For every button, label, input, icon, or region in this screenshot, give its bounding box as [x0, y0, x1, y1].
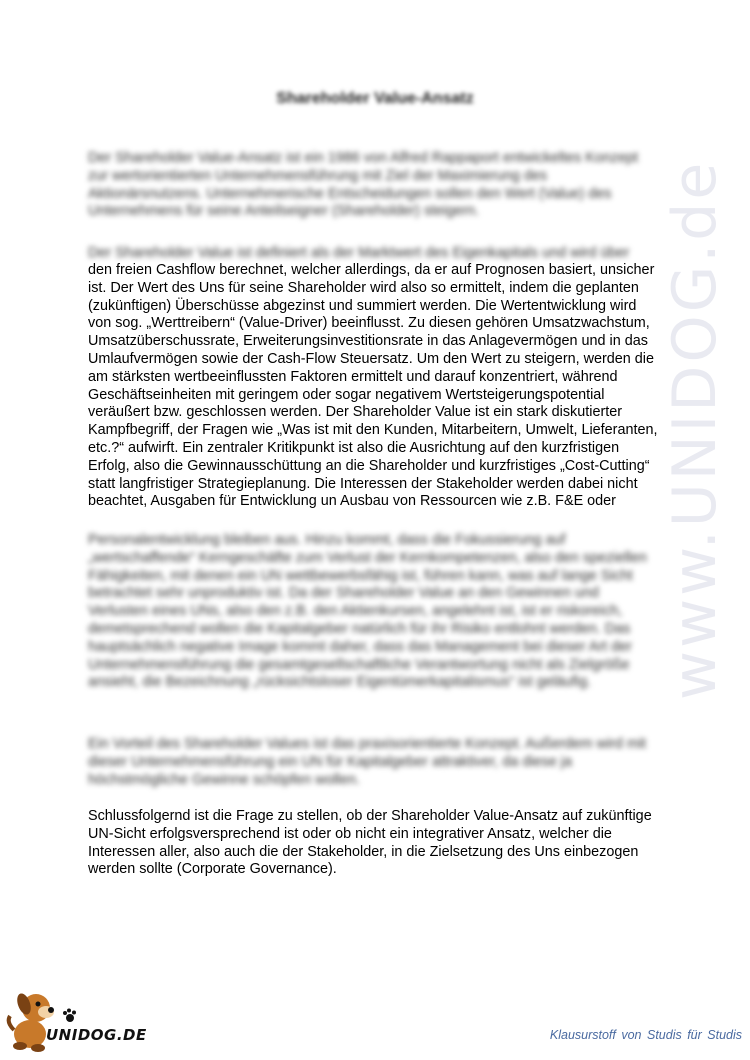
unidog-logo[interactable]: [2, 986, 182, 1058]
paw-icon: [62, 1008, 78, 1024]
paragraph-1-blurred: Der Shareholder Value-Ansatz ist ein 1986 von Alfred Rappaport entwickeltes Konzept zur wertorientierten Unternehmensführung mit Ziel der Maximierung des Aktionärsnutzens. Unternehmerische Entscheidungen sollen den Wert (Value) des Unternehmens für seine Anteilseigner (Shareholder) steigern.: [88, 150, 639, 220]
dog-mascot-icon: [2, 986, 62, 1056]
document-title: Shareholder Value-Ansatz: [276, 90, 474, 107]
paragraph-2-blurred-line: Der Shareholder Value ist definiert als der Marktwert des Eigenkapitals und wird über: [88, 245, 630, 261]
paragraph-3-blurred: Personalentwicklung bleiben aus. Hinzu kommt, dass die Fokussierung auf „wertschaffende“ Kerngeschäfte zum Verlust der Kernkompetenzen, also den speziellen Fähigkeiten, mit denen ein UN wettbewerbsfähig ist, führen kann, was auf lange Sicht betrachtet sehr unproduktiv ist. Da der Shareholder Value an den Gewinnen und Verlusten eines UNs, also den z.B. den Aktienkursen, angelehnt ist, ist er riskoreich, demetsprechend wollen die Kapitalgeber natürlich für ihr Risiko entlohnt werden. Das hauptsächlich negative Image kommt daher, dass das Management bei dieser Art der Unternehmensführung die gesamtgesellschaftliche Verantwortung nicht als Zielgröße ansieht, die Bezeichnung „rücksichtsloser Eigentümerkapitalismus“ ist geläufig.: [88, 532, 647, 691]
paragraph-2: den freien Cashflow berechnet, welcher allerdings, da er auf Prognosen basiert, unsicher ist. Der Wert des Uns für seine Shareholder wird also so ermittelt, indem die geplanten (zukünftigen) Überschüsse abgezinst und summiert werden. Die Wertentwicklung wird von sog. „Werttreibern“ (Value-Driver) beeinflusst. Zu diesen gehören Umsatzwachstum, Umsatzüberschussrate, Erweiterungsinvestitionsrate in das Anlagevermögen und in das Umlaufvermögen sowie der Cash-Flow Steuersatz. Um den Wert zu steigern, werden die am stärksten wertbeeinflussten Faktoren ermittelt und darauf konzentriert, während Geschäftseinheiten mit geringem oder sogar negativem Wertsteigerungspotential veräußert bzw. geschlossen werden. Der Shareholder Value ist ein stark diskutierter Kampfbegriff, der Fragen wie „Was ist mit den Kunden, Mitarbeitern, Umwelt, Lieferanten, etc.?“ aufwirft. Ein zentraler Kritikpunkt ist also die Ausrichtung auf den kurzfristigen Erfolg, also die Gewinnausschüttung an die Shareholder und kurzfristiges „Cost-Cutting“ statt langfristiger Strategieplanung. Die Interessen der Stakeholder werden dabei nicht beachtet, Ausgaben für Entwicklung un Ausbau von Ressourcen wie z.B. F&E oder: [88, 262, 658, 510]
paragraph-5: Schlussfolgernd ist die Frage zu stellen, ob der Shareholder Value-Ansatz auf zukünftige UN-Sicht erfolgsversprechend ist oder ob nicht ein integrativer Ansatz, welcher die Interessen aller, also auch die der Stakeholder, in die Zielsetzung des Uns einbezogen werden sollte (Corporate Governance).: [88, 808, 652, 878]
watermark-text: www.UNIDOG.de: [660, 159, 730, 700]
logo-text: UNIDOG.DE: [46, 1026, 147, 1044]
paragraph-4-blurred: Ein Vorteil des Shareholder Values ist das praxisorientierte Konzept. Außerdem wird mit dieser Unternehmensführung ein UN für Kapitalgeber attraktiver, da diese ja höchstmögliche Gewinne schöpfen wollen.: [88, 736, 647, 788]
footer-tagline: Klausurstoff von Studis für Studis: [549, 1028, 742, 1042]
